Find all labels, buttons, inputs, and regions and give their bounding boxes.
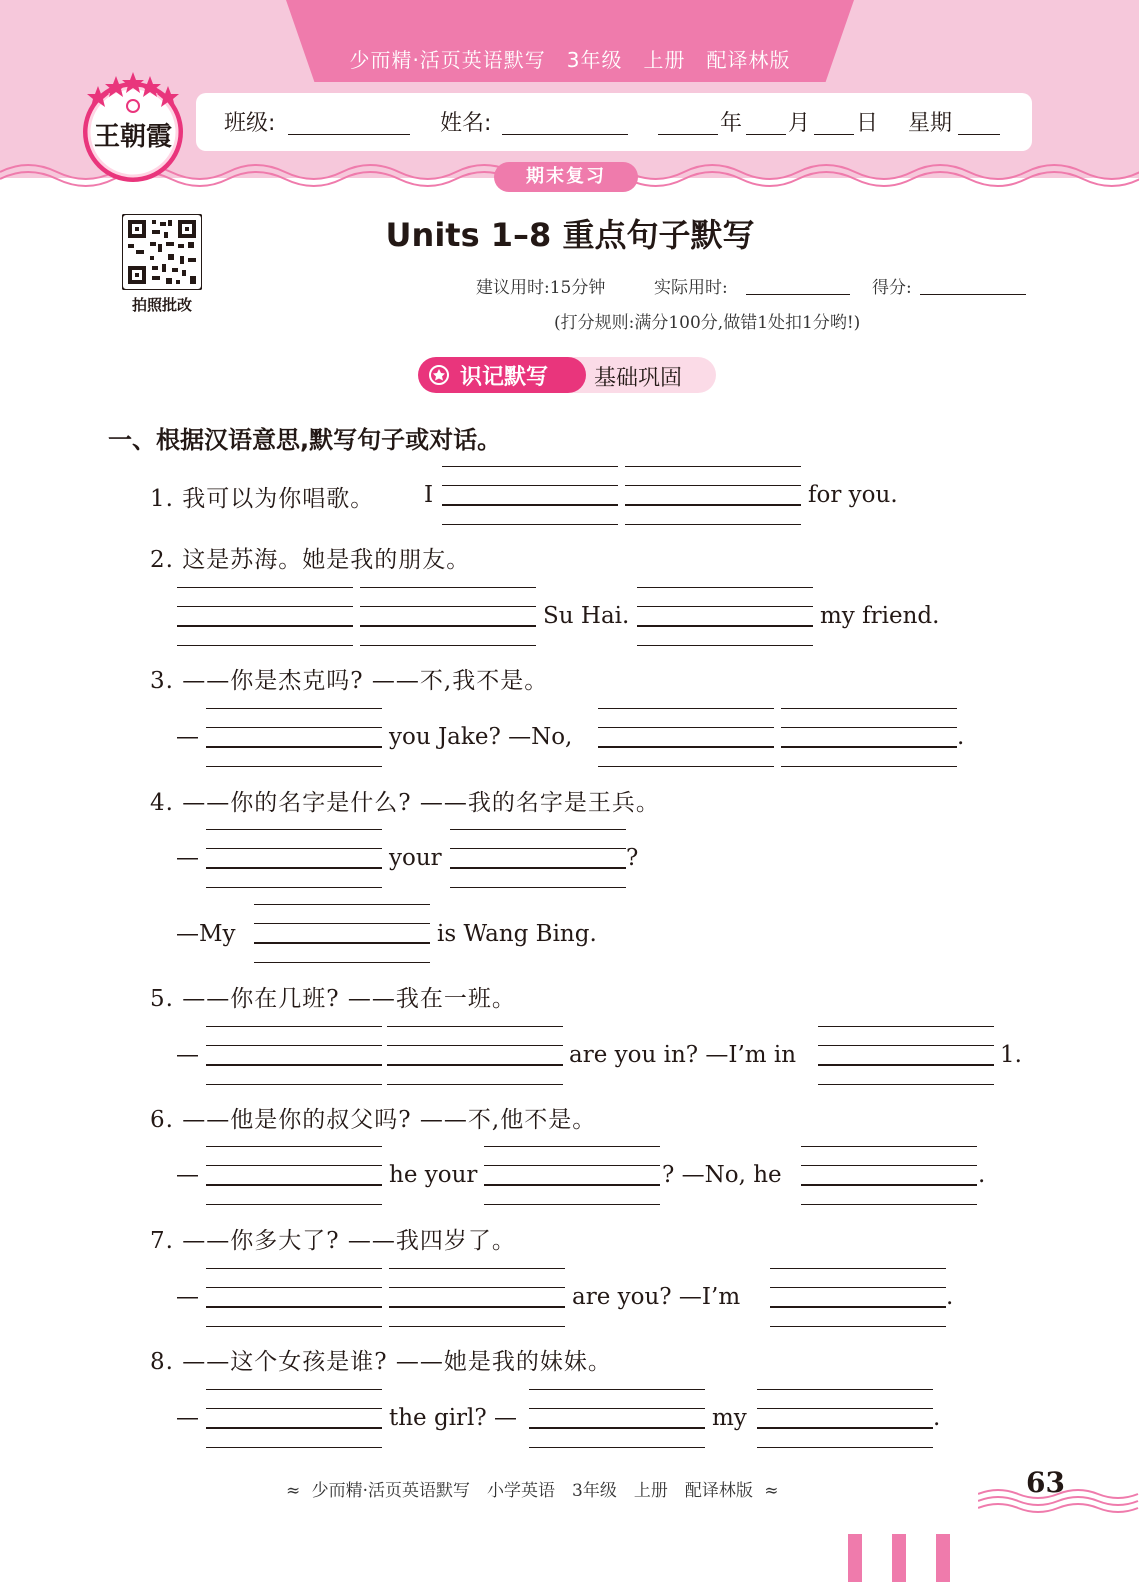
name-label: 姓名: <box>440 111 492 136</box>
q7-blank-1[interactable] <box>206 1268 382 1328</box>
q7-dash: — <box>176 1284 199 1310</box>
q7-mid: are you? —I’m <box>572 1284 741 1310</box>
q8-blank-3[interactable] <box>757 1389 933 1449</box>
qr-label: 拍照批改 <box>131 296 192 314</box>
q8-blank-1[interactable] <box>206 1389 382 1449</box>
q3-prompt: 3. ——你是杰克吗? ——不,我不是。 <box>150 668 549 694</box>
q7-blank-3[interactable] <box>770 1268 946 1328</box>
q7-post: . <box>946 1284 954 1310</box>
q5-mid: are you in? —I’m in <box>569 1042 797 1068</box>
score-label: 得分: <box>872 278 912 298</box>
q5-dash: — <box>176 1042 199 1068</box>
q5-blank-2[interactable] <box>387 1026 563 1086</box>
q3-dash: — <box>176 724 199 750</box>
actual-time-blank[interactable] <box>746 294 850 295</box>
section-heading: 一、根据汉语意思,默写句子或对话。 <box>108 426 502 454</box>
q3-blank-3[interactable] <box>781 708 957 768</box>
weekday-blank[interactable] <box>958 134 1000 135</box>
q5-prompt: 5. ——你在几班? ——我在一班。 <box>150 986 516 1012</box>
q4-blank-2[interactable] <box>450 829 626 889</box>
weekday-label: 星期 <box>908 111 953 136</box>
q1-blank-2[interactable] <box>625 466 801 526</box>
q2-mid: Su Hai. <box>543 603 630 629</box>
suggested-time: 建议用时:15分钟 <box>476 278 606 298</box>
page-number: 63 <box>1026 1466 1065 1499</box>
q4-blank-1[interactable] <box>206 829 382 889</box>
q2-post: my friend. <box>820 603 940 629</box>
qr-code-icon[interactable] <box>122 214 202 290</box>
footer-text: ≈ 少而精·活页英语默写 小学英语 3年级 上册 配译林版 ≈ <box>286 1481 779 1501</box>
book-title: 少而精·活页英语默写 3年级 上册 配译林版 <box>349 48 791 72</box>
exercise-badge <box>418 357 718 393</box>
q1-prompt: 1. 我可以为你唱歌。 <box>150 486 375 512</box>
q1-post: for you. <box>808 482 898 508</box>
q3-post: . <box>957 724 965 750</box>
q3-blank-2[interactable] <box>598 708 774 768</box>
q4-post2: is Wang Bing. <box>437 921 597 947</box>
name-blank[interactable] <box>502 134 628 135</box>
q6-prompt: 6. ——他是你的叔父吗? ——不,他不是。 <box>150 1107 597 1133</box>
year-label: 年 <box>720 111 743 136</box>
footer-bar-3 <box>936 1534 950 1582</box>
q8-dash: — <box>176 1405 199 1431</box>
q3-mid: you Jake? —No, <box>389 724 573 750</box>
month-blank[interactable] <box>746 134 786 135</box>
logo-text: 王朝霞 <box>93 122 172 152</box>
page-title: Units 1–8 重点句子默写 <box>385 216 755 254</box>
q8-post: . <box>933 1405 941 1431</box>
class-label: 班级: <box>224 111 276 136</box>
q5-blank-1[interactable] <box>206 1026 382 1086</box>
day-blank[interactable] <box>814 134 854 135</box>
q5-post: 1. <box>1000 1042 1022 1068</box>
class-blank[interactable] <box>288 134 410 135</box>
actual-time-label: 实际用时: <box>654 278 728 298</box>
footer-bar-2 <box>892 1534 906 1582</box>
month-label: 月 <box>788 111 811 136</box>
q8-mid: the girl? — <box>389 1405 518 1431</box>
q2-blank-1[interactable] <box>177 587 353 647</box>
q1-blank-1[interactable] <box>442 466 618 526</box>
q2-blank-2[interactable] <box>360 587 536 647</box>
q8-mid2: my <box>712 1405 747 1431</box>
medal-icon <box>428 364 450 386</box>
badge-right-text: 基础巩固 <box>594 366 683 391</box>
score-blank[interactable] <box>920 294 1026 295</box>
q4-blank-3[interactable] <box>254 904 430 964</box>
badge-left-text: 识记默写 <box>460 365 549 390</box>
q4-dash: — <box>176 845 199 871</box>
q7-prompt: 7. ——你多大了? ——我四岁了。 <box>150 1228 516 1254</box>
q6-mid: he your <box>389 1162 478 1188</box>
q6-blank-1[interactable] <box>206 1146 382 1206</box>
student-info-box <box>196 93 1032 151</box>
scoring-rule: (打分规则:满分100分,做错1处扣1分哟!) <box>554 313 861 333</box>
q4-post: ? <box>626 845 639 871</box>
publisher-logo <box>78 70 188 188</box>
q7-blank-2[interactable] <box>389 1268 565 1328</box>
q4-pre2: —My <box>176 921 236 947</box>
q3-blank-1[interactable] <box>206 708 382 768</box>
q2-prompt: 2. 这是苏海。她是我的朋友。 <box>150 547 471 573</box>
q6-mid2: ? —No, he <box>662 1162 782 1188</box>
q5-blank-3[interactable] <box>818 1026 994 1086</box>
q8-prompt: 8. ——这个女孩是谁? ——她是我的妹妹。 <box>150 1349 612 1375</box>
q6-post: . <box>978 1162 986 1188</box>
year-blank[interactable] <box>658 134 718 135</box>
footer-bar-1 <box>848 1534 862 1582</box>
q6-blank-2[interactable] <box>484 1146 660 1206</box>
day-label: 日 <box>856 111 879 136</box>
q1-pre: I <box>424 482 434 508</box>
q2-blank-3[interactable] <box>637 587 813 647</box>
q4-prompt: 4. ——你的名字是什么? ——我的名字是王兵。 <box>150 790 660 816</box>
q6-blank-3[interactable] <box>801 1146 977 1206</box>
section-tag: 期末复习 <box>494 162 638 192</box>
q6-dash: — <box>176 1162 199 1188</box>
q4-mid: your <box>389 845 442 871</box>
q8-blank-2[interactable] <box>529 1389 705 1449</box>
